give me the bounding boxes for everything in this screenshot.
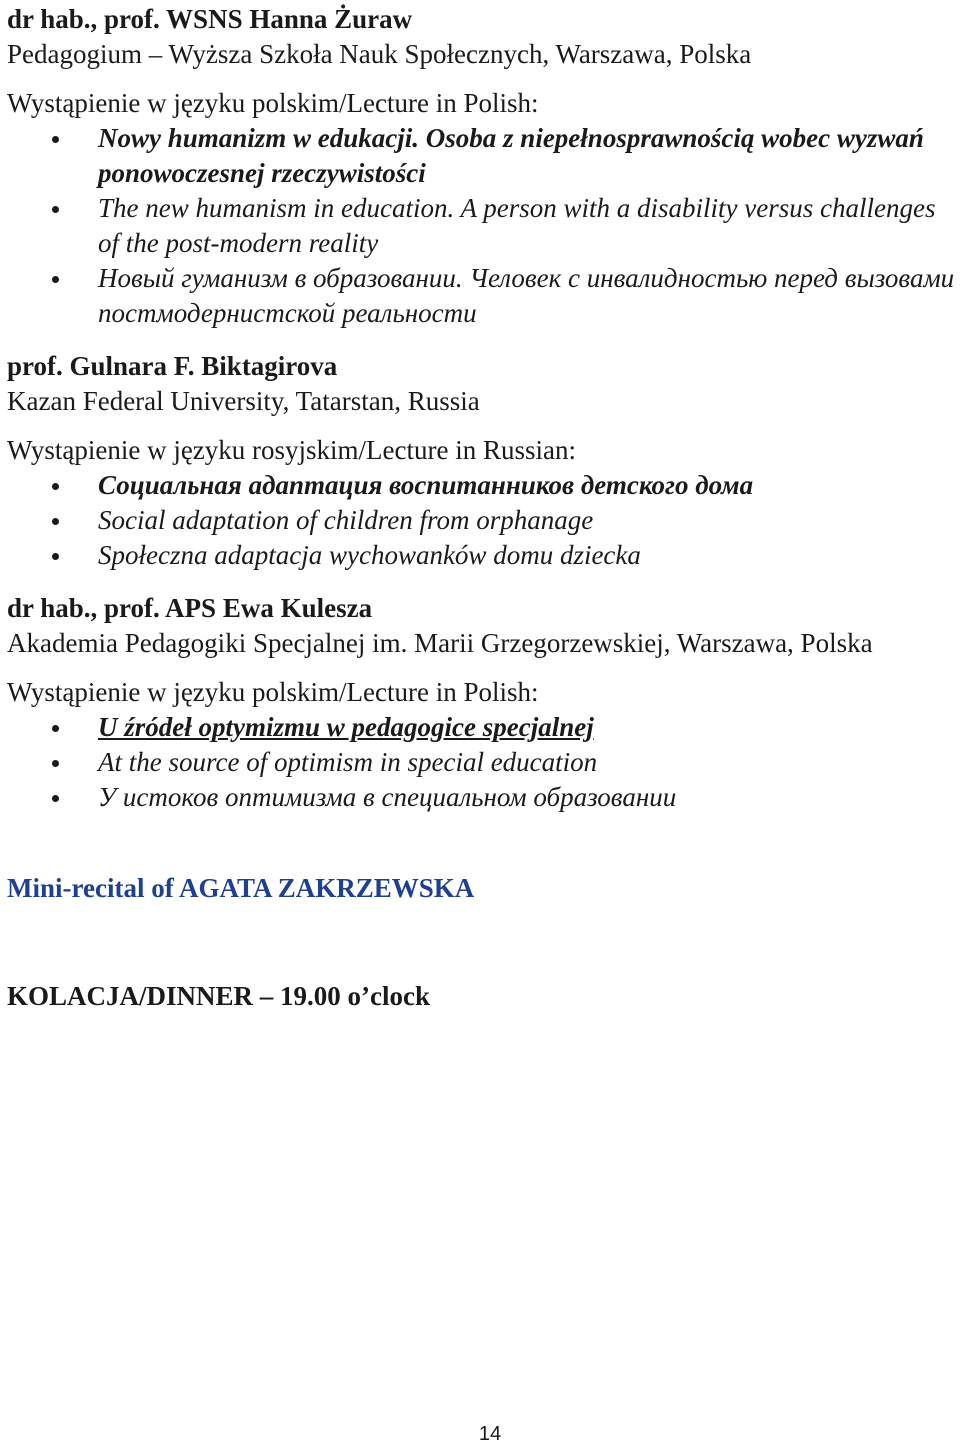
speaker-affiliation: Akademia Pedagogiki Specjalnej im. Marii Grzegorzewskiej, Warszawa, Polska	[7, 628, 873, 658]
lecture-title-text: Społeczna adaptacja wychowanków domu dziecka	[98, 540, 641, 570]
bullet-icon	[52, 276, 59, 283]
bullet-icon	[52, 760, 59, 767]
speaker-block-biktagirova	[7, 349, 957, 573]
lecture-title-text: U źródeł optymizmu w pedagogice specjalnej	[98, 712, 594, 742]
lecture-title-english	[7, 191, 957, 261]
lecture-title-english	[7, 745, 957, 780]
lecture-title-english	[7, 503, 957, 538]
speaker-name: dr hab., prof. APS Ewa Kulesza	[7, 593, 373, 623]
lecture-title-text: Новый гуманизм в образовании. Человек с инвалидностью перед вызовами постмодернистской реальности	[98, 263, 955, 328]
mini-recital-heading: Mini-recital of AGATA ZAKRZEWSKA	[7, 873, 475, 903]
lecture-language: Wystąpienie w języku polskim/Lecture in Polish:	[7, 677, 539, 707]
lecture-title-text: Social adaptation of children from orphanage	[98, 505, 594, 535]
speaker-affiliation: Kazan Federal University, Tatarstan, Russia	[7, 386, 480, 416]
program-page	[7, 2, 957, 1014]
lecture-language: Wystąpienie w języku rosyjskim/Lecture in Russian:	[7, 435, 577, 465]
dinner-heading: KOLACJA/DINNER – 19.00 o’clock	[7, 981, 430, 1011]
lecture-title-text: At the source of optimism in special education	[98, 747, 598, 777]
speaker-block-zuraw	[7, 2, 957, 331]
speaker-name: dr hab., prof. WSNS Hanna Żuraw	[7, 4, 413, 34]
page-number: 14	[478, 1423, 502, 1445]
bullet-icon	[52, 136, 59, 143]
lecture-title-russian	[7, 261, 957, 331]
lecture-title-text: The new humanism in education. A person with a disability versus challenges of the post-modern reality	[98, 193, 936, 258]
lecture-language: Wystąpienie w języku polskim/Lecture in Polish:	[7, 88, 539, 118]
bullet-icon	[52, 518, 59, 525]
lecture-title-text: У истоков оптимизма в специальном образовании	[98, 782, 677, 812]
lecture-titles	[7, 121, 957, 331]
lecture-titles	[7, 468, 957, 573]
bullet-icon	[52, 553, 59, 560]
bullet-icon	[52, 206, 59, 213]
bullet-icon	[52, 725, 59, 732]
lecture-titles	[7, 710, 957, 815]
lecture-title-text: Nowy humanizm w edukacji. Osoba z niepełnosprawnością wobec wyzwań ponowoczesnej rzeczywistości	[98, 123, 924, 188]
lecture-title-polish	[7, 710, 957, 745]
lecture-title-polish	[7, 121, 957, 191]
speaker-affiliation: Pedagogium – Wyższa Szkoła Nauk Społecznych, Warszawa, Polska	[7, 39, 752, 69]
bullet-icon	[52, 483, 59, 490]
lecture-title-text: Социальная адаптация воспитанников детского дома	[98, 470, 754, 500]
lecture-title-russian	[7, 468, 957, 503]
lecture-title-russian	[7, 780, 957, 815]
speaker-name: prof. Gulnara F. Biktagirova	[7, 351, 338, 381]
speaker-block-kulesza	[7, 591, 957, 815]
lecture-title-polish	[7, 538, 957, 573]
bullet-icon	[52, 795, 59, 802]
